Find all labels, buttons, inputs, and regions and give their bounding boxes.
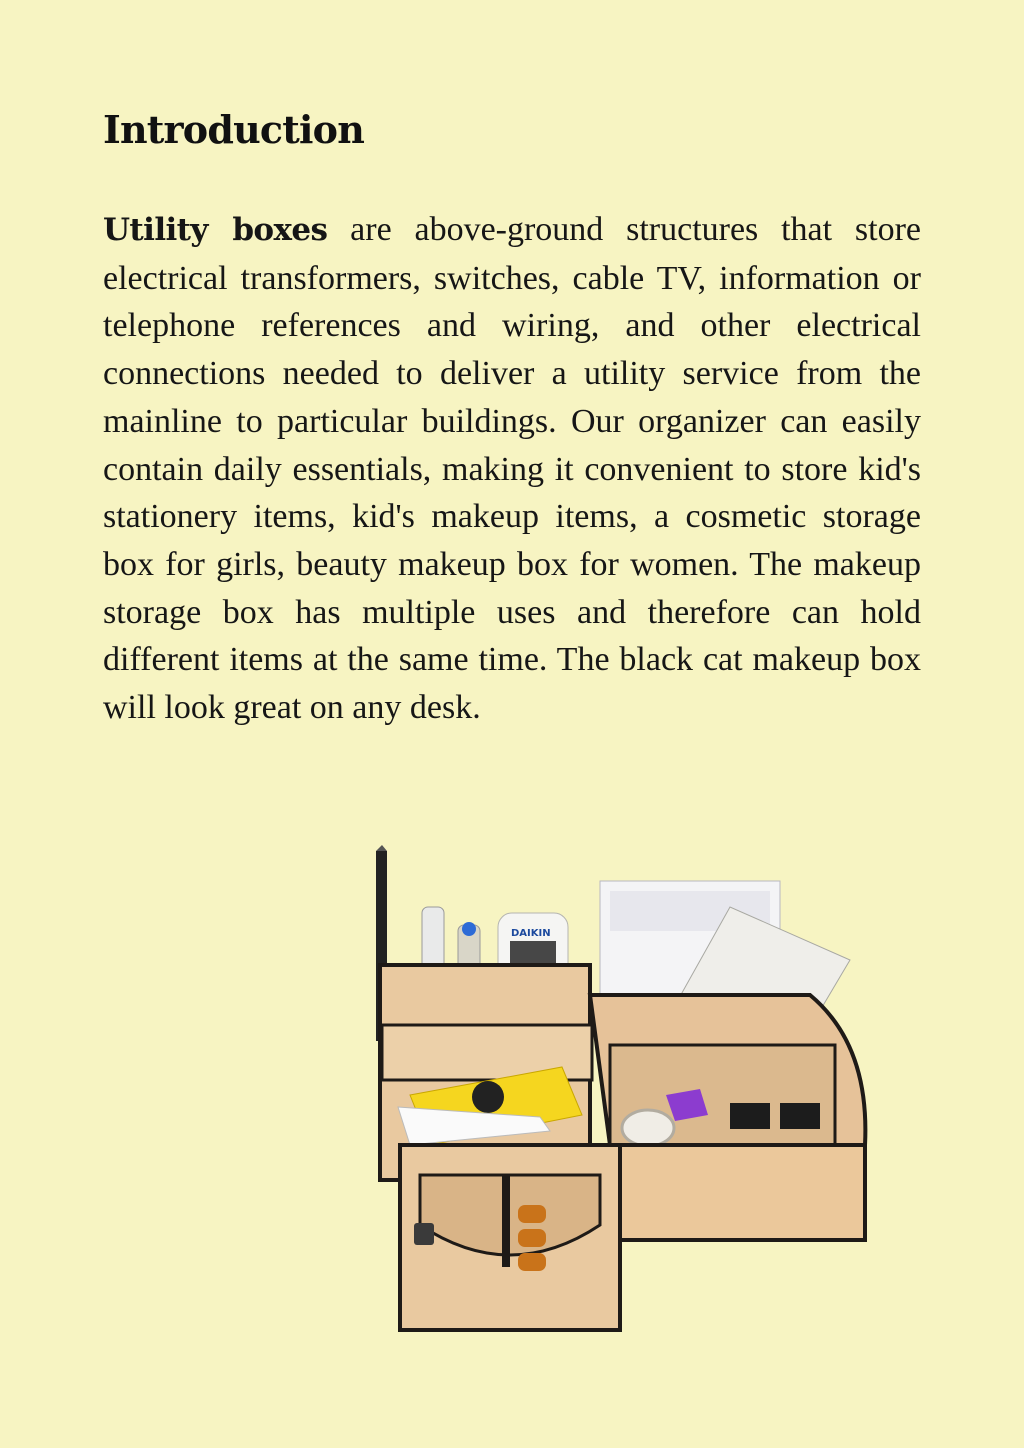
remote-brand-label: DAIKIN xyxy=(511,928,551,939)
right-lower-panel xyxy=(610,1145,865,1240)
tape-roll xyxy=(622,1110,674,1146)
intro-bold-term: Utility boxes xyxy=(103,212,328,248)
organizer-illustration xyxy=(370,845,880,1340)
binder-clip xyxy=(730,1103,770,1129)
intro-paragraph xyxy=(103,206,921,732)
intro-text: are above-ground structures that store electrical transformers, switches, cable TV, information or telephone references and wiring, and other electrical connections needed to deliver a utility service from the mainline to particular buildings. Our organizer can easily contain daily essentials, making it convenient to store kid's stationery items, kid's makeup items, a cosmetic storage box for girls, beauty makeup box for women. The makeup storage box has multiple uses and therefore can hold different items at the same time. The black cat makeup box will look great on any desk. xyxy=(103,211,921,727)
page-title: Introduction xyxy=(103,107,365,152)
product-photo xyxy=(370,845,880,1340)
